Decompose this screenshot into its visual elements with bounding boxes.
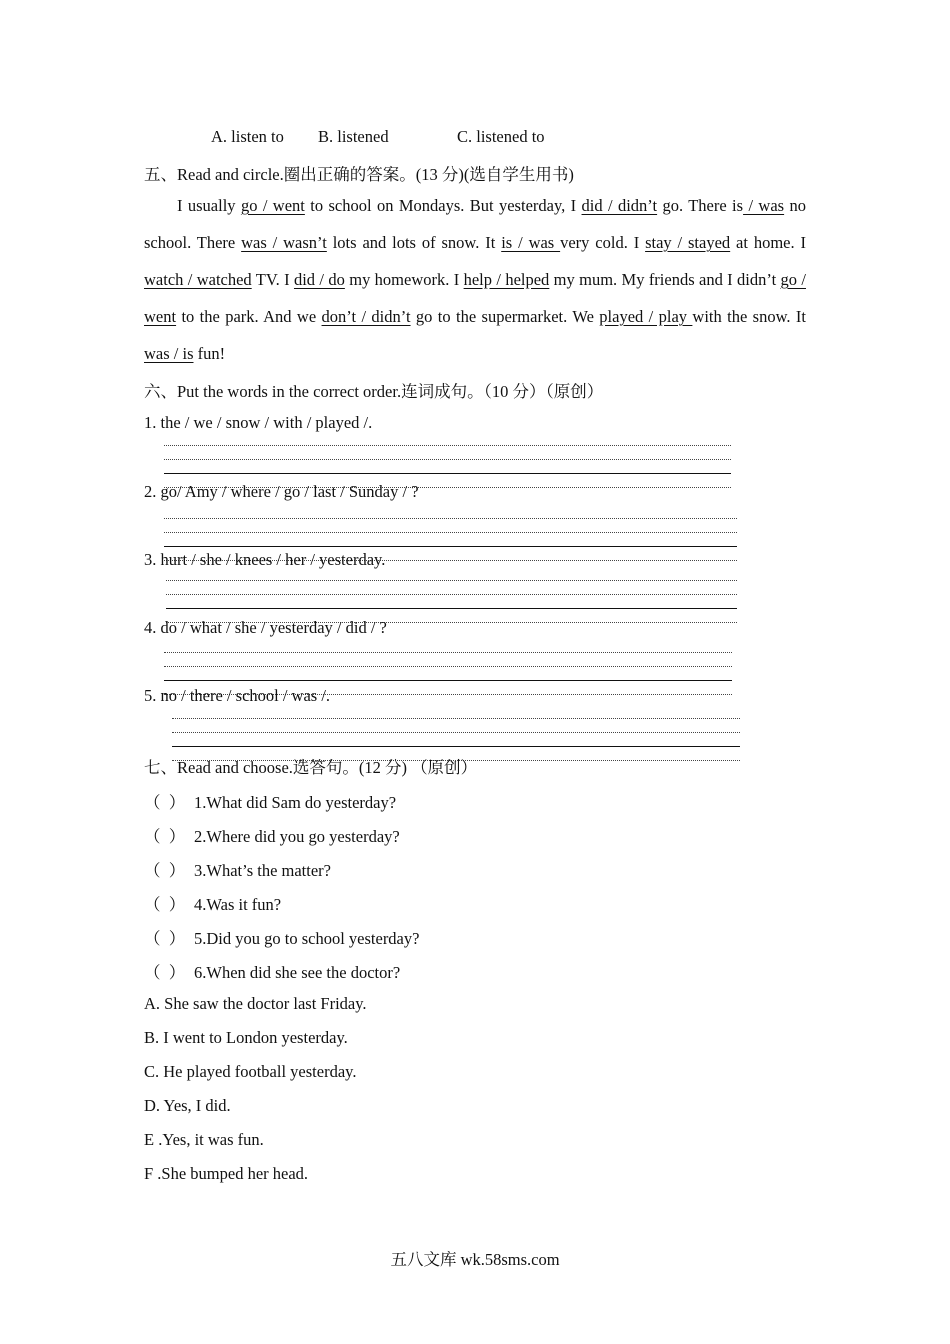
choice-played-play[interactable]: played / play xyxy=(599,307,693,326)
question-row-4: （ ） 4.Was it fun? xyxy=(144,891,281,915)
order-item-2: 2. go/ Amy / where / go / last / Sunday / ? xyxy=(144,482,419,501)
guide-line xyxy=(164,652,732,653)
choice-did-do[interactable]: did / do xyxy=(293,270,345,289)
option-b: B. listened xyxy=(318,127,389,146)
answer-blank[interactable]: （ ） xyxy=(144,895,186,914)
guide-line xyxy=(172,732,740,733)
guide-line xyxy=(164,518,737,519)
choice-go-went-2[interactable]: go / went xyxy=(144,270,806,326)
answer-blank[interactable]: （ ） xyxy=(144,861,186,880)
answer-blank[interactable]: （ ） xyxy=(144,793,186,812)
guide-line xyxy=(172,718,740,719)
answer-option-e: E .Yes, it was fun. xyxy=(144,1130,264,1149)
question-row-6: （ ） 6.When did she see the doctor? xyxy=(144,959,400,983)
question-row-2: （ ） 2.Where did you go yesterday? xyxy=(144,823,400,847)
answer-blank[interactable]: （ ） xyxy=(144,827,186,846)
order-item-4: 4. do / what / she / yesterday / did / ? xyxy=(144,618,387,637)
guide-line xyxy=(164,459,731,460)
section-7-title: 七、Read and choose.选答句。(12 分) （原创） xyxy=(144,758,478,777)
choice-did-didnt[interactable]: did / didn’t xyxy=(581,196,658,215)
order-item-3: 3. hurt / she / knees / her / yesterday. xyxy=(144,550,386,569)
choice-is-was-2[interactable]: is / was xyxy=(501,233,561,252)
guide-line xyxy=(166,580,737,581)
choice-is-was[interactable]: / was xyxy=(743,196,785,215)
choice-was-wasnt[interactable]: was / wasn’t xyxy=(241,233,327,252)
answer-option-d: D. Yes, I did. xyxy=(144,1096,231,1115)
answer-option-f: F .She bumped her head. xyxy=(144,1164,309,1183)
guide-line xyxy=(164,666,732,667)
base-line xyxy=(164,546,737,547)
option-c: C. listened to xyxy=(457,127,545,146)
section-6-title: 六、Put the words in the correct order.连词成句。（10 分）（原创） xyxy=(144,382,604,401)
choice-go-went[interactable]: go / went xyxy=(240,196,305,215)
order-item-1: 1. the / we / snow / with / played /. xyxy=(144,413,373,432)
guide-line xyxy=(166,594,737,595)
section-5-paragraph: I usually go / went to school on Mondays. But yesterday, I did / didn’t go. There is / was no school. There was / wasn’t lots and lots of snow. It is / was very cold. I stay / stayed at home. I watch / watched TV. I did / do my homework. I help / helped my mum. My friends and I didn’t go / went to the park. And we don’t / didn’t go to the supermarket. We played / play with the snow. It was / is fun! xyxy=(144,196,807,363)
answer-option-c: C. He played football yesterday. xyxy=(144,1062,357,1081)
option-a: A. listen to xyxy=(211,127,284,146)
order-item-5: 5. no / there / school / was /. xyxy=(144,686,331,705)
choice-was-is[interactable]: was / is xyxy=(144,344,194,363)
question-row-1: （ ） 1.What did Sam do yesterday? xyxy=(144,789,396,813)
guide-line xyxy=(164,532,737,533)
answer-option-b: B. I went to London yesterday. xyxy=(144,1028,348,1047)
guide-line xyxy=(164,445,731,446)
base-line xyxy=(164,473,731,474)
answer-blank[interactable]: （ ） xyxy=(144,963,186,982)
choice-dont-didnt[interactable]: don’t / didn’t xyxy=(321,307,411,326)
choice-help-helped[interactable]: help / helped xyxy=(463,270,550,289)
answer-option-a: A. She saw the doctor last Friday. xyxy=(144,994,367,1013)
choice-watch-watched[interactable]: watch / watched xyxy=(144,270,252,289)
question-row-3: （ ） 3.What’s the matter? xyxy=(144,857,331,881)
base-line xyxy=(172,746,740,747)
answer-blank[interactable]: （ ） xyxy=(144,929,186,948)
base-line xyxy=(166,608,737,609)
base-line xyxy=(164,680,732,681)
choice-stay-stayed[interactable]: stay / stayed xyxy=(645,233,731,252)
question-row-5: （ ） 5.Did you go to school yesterday? xyxy=(144,925,419,949)
page-footer: 五八文库 wk.58sms.com xyxy=(390,1250,560,1269)
section-5-title: 五、Read and circle.圈出正确的答案。(13 分)(选自学生用书) xyxy=(144,165,574,184)
